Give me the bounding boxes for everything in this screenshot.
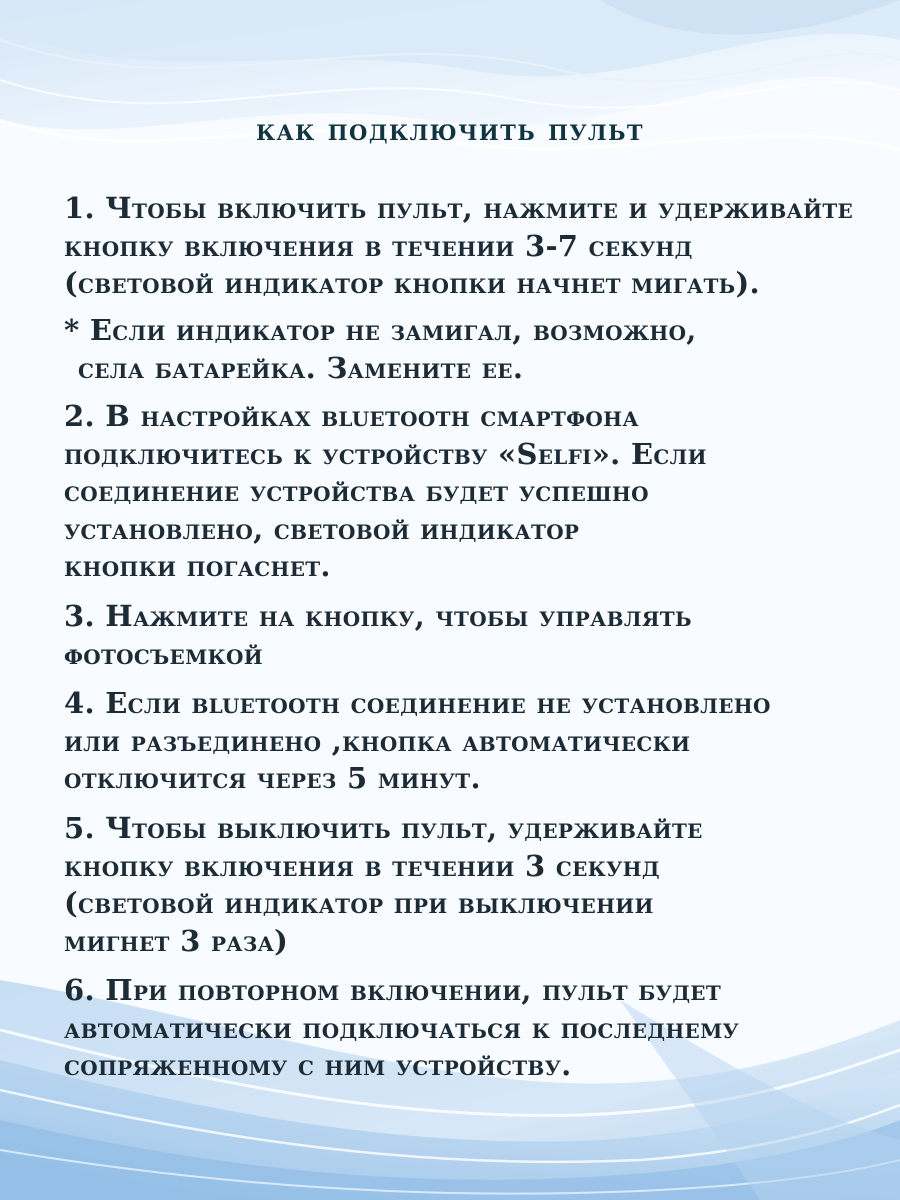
step-2 — [64, 398, 864, 586]
step-2-line-5: кнопки погаснет. — [64, 549, 331, 583]
step-6-line-2: автоматически подключаться к последнему — [64, 1010, 740, 1045]
step-1-line-3: (световой индикатор кнопки начнет мигать). — [64, 266, 760, 300]
step-2-line-1: 2. В настройках bluetooth смартфона — [64, 399, 639, 433]
step-5-line-4: мигнет 3 раза) — [64, 923, 289, 958]
step-2-line-3: соединение устройства будет успешно — [64, 474, 649, 508]
step-3-line-2: фотосъемкой — [64, 636, 263, 671]
step-3-line-1: 3. Нажмите на кнопку, чтобы управлять — [64, 599, 692, 633]
step-1-line-2: кнопку включения в течении 3-7 секунд — [64, 228, 693, 263]
battery-note-line-2: села батарейка. Замените ее. — [78, 350, 524, 385]
step-4-line-2: или разъединено ,кнопка автоматически — [64, 723, 691, 758]
battery-note-line-1: * Если индикатор не замигал, возможно, — [64, 313, 697, 347]
step-5-line-3: (световой индикатор при выключении — [64, 886, 654, 920]
page-title: как подключить пульт — [255, 113, 645, 148]
step-1-line-1: 1. Чтобы включить пульт, нажмите и удерживайте — [64, 191, 854, 225]
step-2-line-4: установлено, световой индикатор — [64, 511, 580, 546]
step-3 — [64, 598, 864, 673]
step-6-line-1: 6. При повторном включении, пульт будет — [64, 973, 722, 1007]
step-5-line-1: 5. Чтобы выключить пульт, удерживайте — [64, 811, 703, 845]
step-1 — [64, 190, 864, 303]
step-6-line-3: сопряженному с ним устройству. — [64, 1048, 572, 1082]
step-5 — [64, 810, 864, 960]
step-2-line-2: подключитесь к устройству «Selfi». Если — [64, 436, 707, 471]
step-4-line-1: 4. Если bluetooth соединение не установлено — [64, 686, 771, 720]
step-4 — [64, 685, 864, 798]
step-6 — [64, 972, 864, 1085]
battery-note — [64, 312, 864, 387]
step-5-line-2: кнопку включения в течении 3 секунд — [64, 848, 660, 883]
step-4-line-3: отключится через 5 минут. — [64, 761, 481, 795]
